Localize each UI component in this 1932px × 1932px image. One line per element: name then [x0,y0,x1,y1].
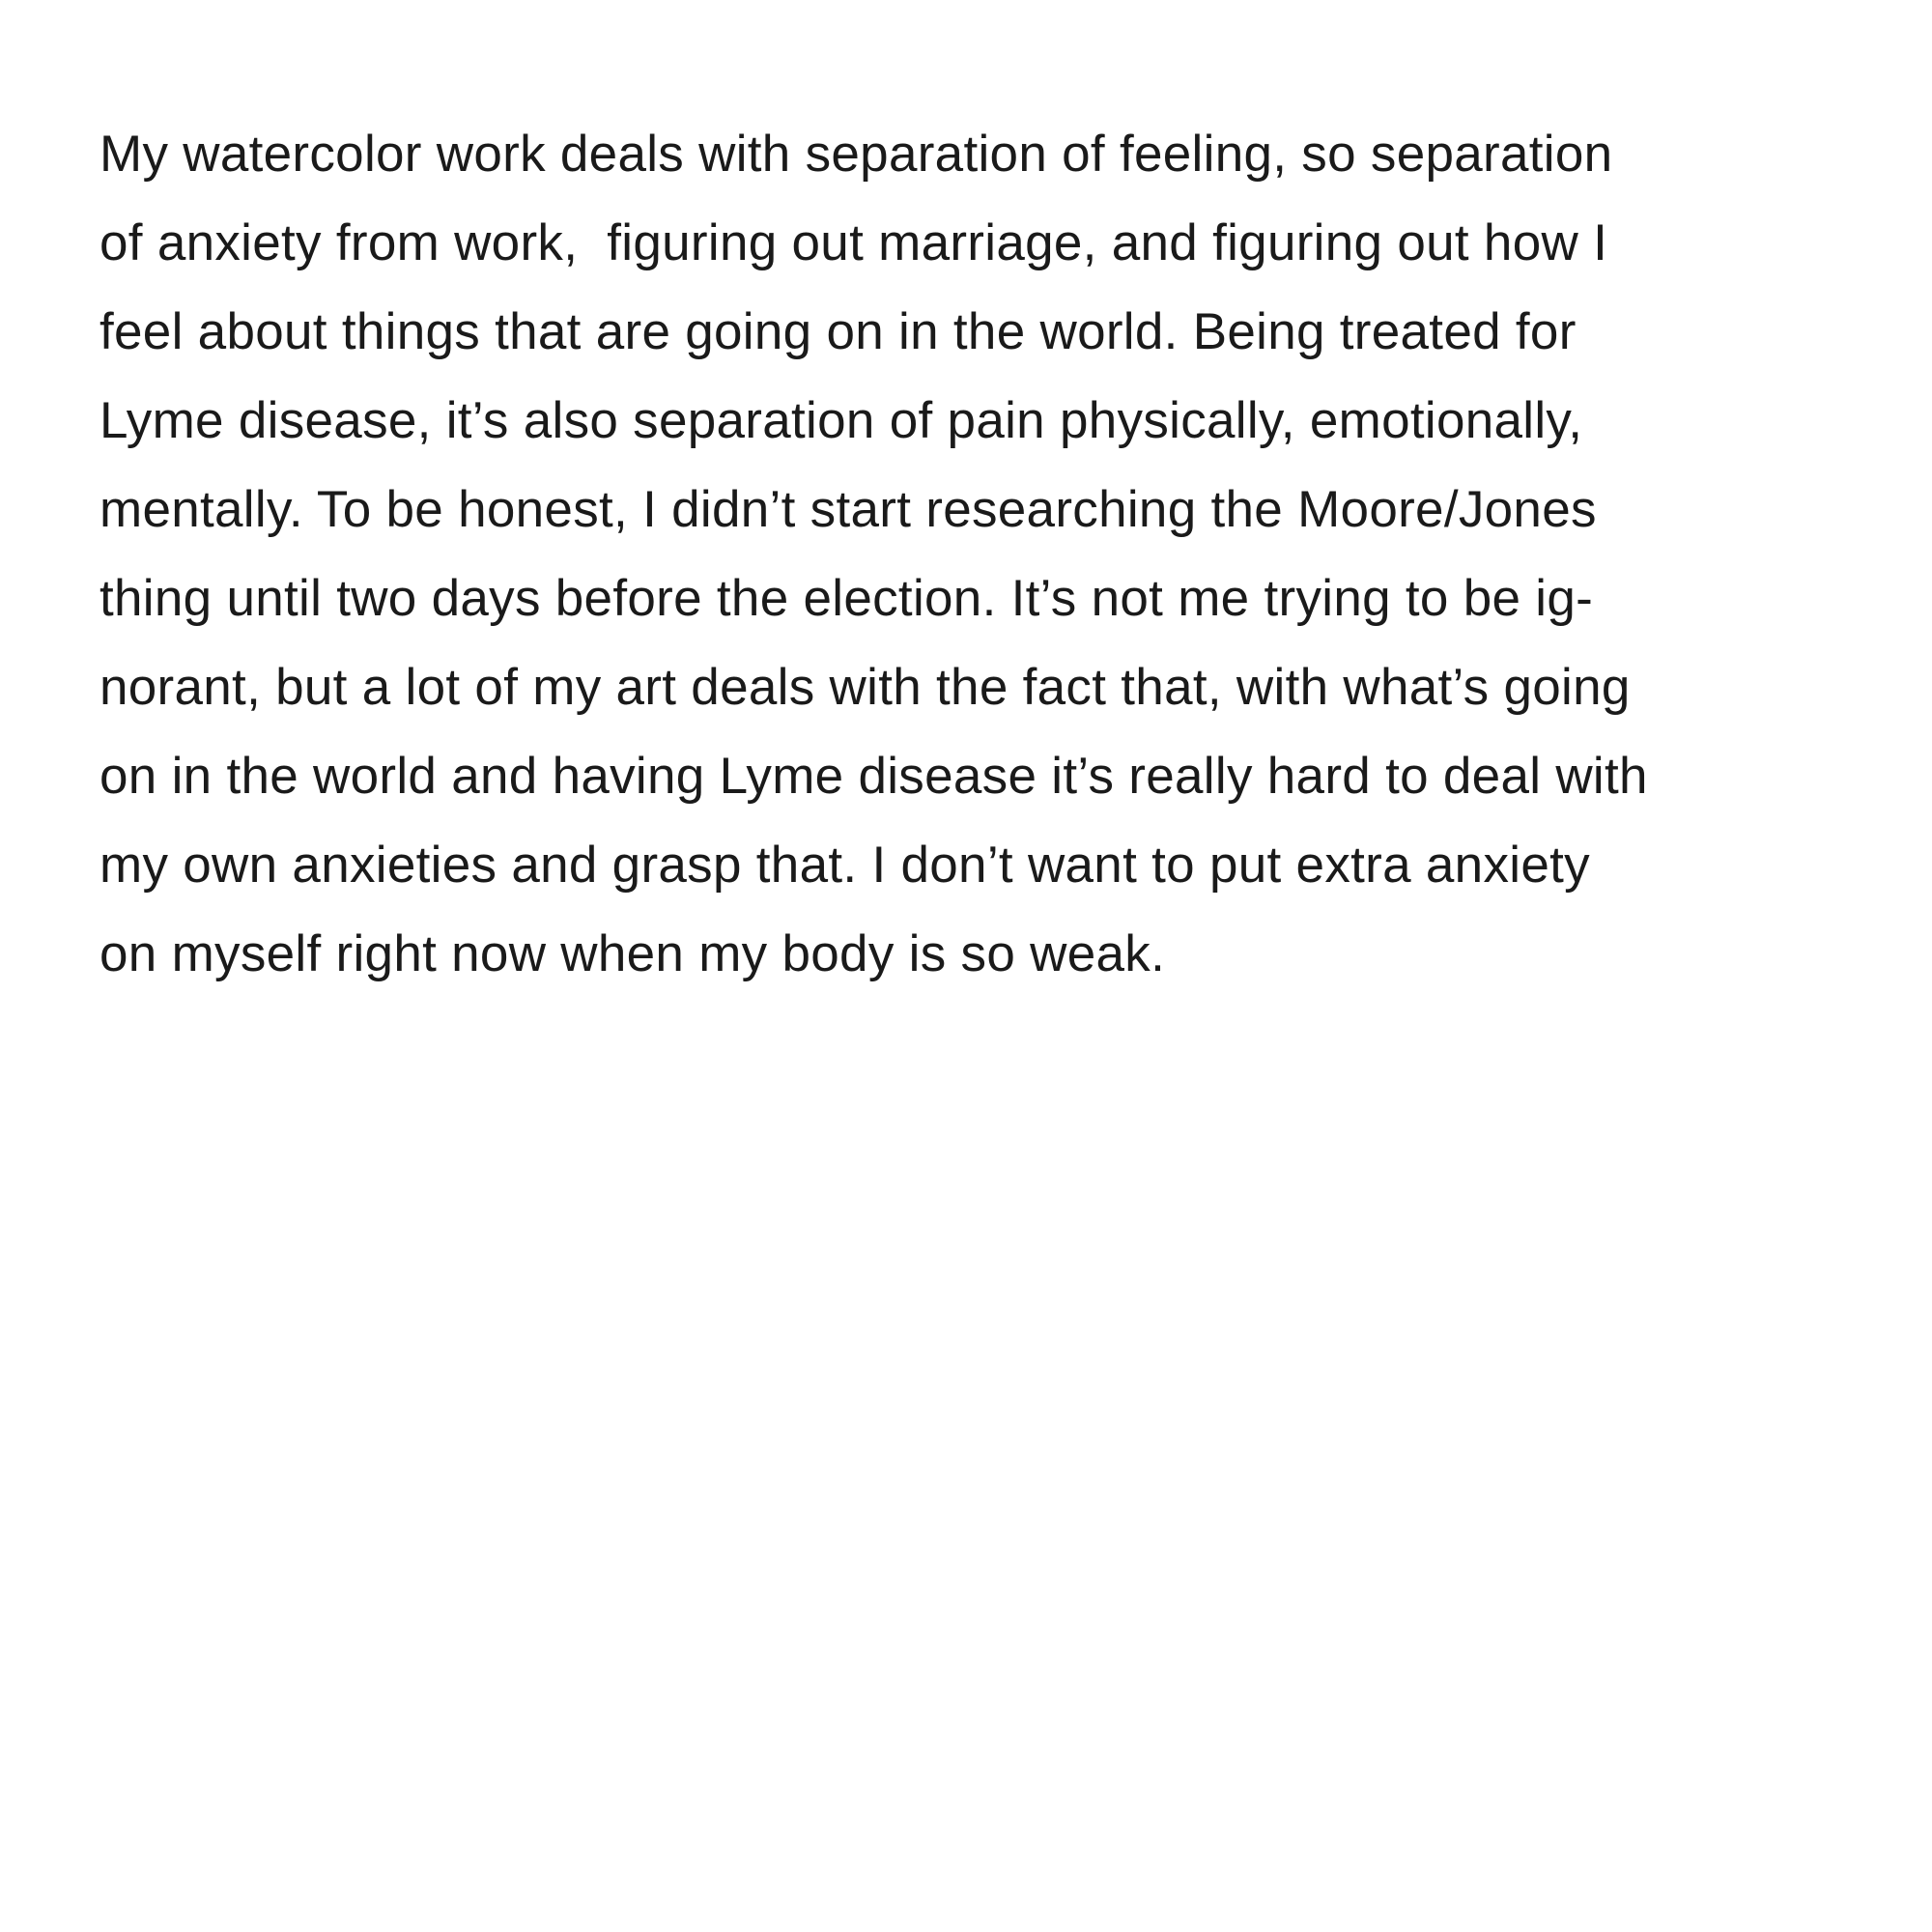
paragraph-line: on myself right now when my body is so weak. [99,925,1166,982]
paragraph-line: thing until two days before the election. It’s not me trying to be ig- [99,570,1594,627]
paragraph-line: Lyme disease, it’s also separation of pain physically, emotionally, [99,392,1583,449]
paragraph-line: norant, but a lot of my art deals with the fact that, with what’s going [99,659,1631,716]
paragraph-line: mentally. To be honest, I didn’t start researching the Moore/Jones [99,481,1597,538]
paragraph-line: of anxiety from work, figuring out marriage, and figuring out how I [99,214,1608,271]
paragraph-line: my own anxieties and grasp that. I don’t want to put extra anxiety [99,837,1590,894]
paragraph-line: My watercolor work deals with separation of feeling, so separation [99,126,1613,183]
paragraph-line: feel about things that are going on in the world. Being treated for [99,303,1577,360]
statement-paragraph [99,110,1916,999]
paragraph-line: on in the world and having Lyme disease it’s really hard to deal with [99,748,1648,805]
